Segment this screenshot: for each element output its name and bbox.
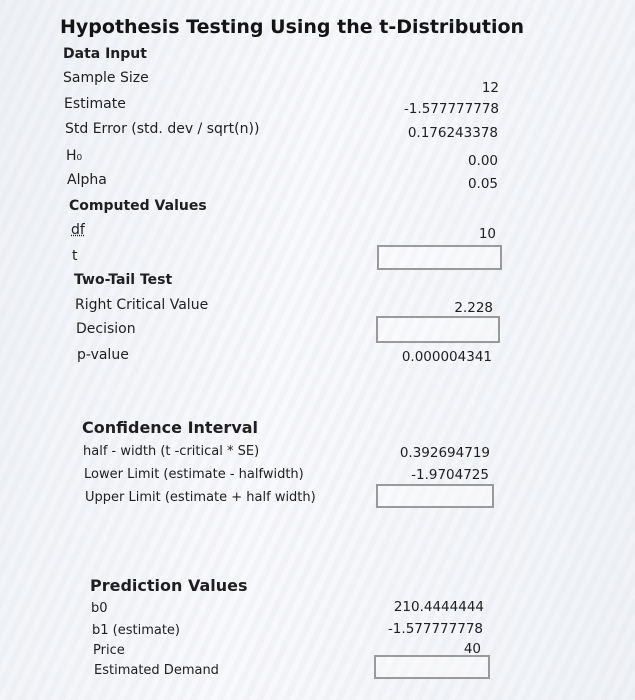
two-tail-test-heading: Two-Tail Test — [74, 272, 173, 288]
t-label: t — [72, 248, 78, 264]
lower-limit-value: -1.9704725 — [411, 467, 489, 483]
alpha-value: 0.05 — [467, 176, 498, 192]
half-width-value: 0.392694719 — [399, 445, 490, 461]
b0-value: 210.4444444 — [393, 599, 484, 615]
df-value: 10 — [478, 226, 496, 242]
b1-value: -1.577777778 — [387, 621, 483, 637]
h0-value: 0.00 — [467, 153, 498, 169]
t-value-cell — [377, 245, 502, 270]
computed-values-heading: Computed Values — [69, 198, 207, 214]
b0-label: b0 — [91, 601, 108, 616]
decision-value-cell — [376, 316, 500, 343]
h0-label: H₀ — [66, 148, 83, 164]
page-title: Hypothesis Testing Using the t-Distribution — [60, 16, 525, 38]
decision-label: Decision — [76, 321, 136, 337]
std-error-label: Std Error (std. dev / sqrt(n)) — [65, 121, 260, 137]
sample-size-value: 12 — [481, 80, 499, 96]
upper-limit-label: Upper Limit (estimate + half width) — [85, 490, 316, 505]
sample-size-label: Sample Size — [63, 70, 149, 86]
prediction-values-heading: Prediction Values — [90, 576, 248, 595]
alpha-label: Alpha — [67, 172, 107, 188]
estimated-demand-value-cell — [374, 655, 490, 679]
price-label: Price — [93, 643, 125, 658]
estimate-value: -1.577777778 — [403, 101, 499, 117]
right-critical-value-label: Right Critical Value — [75, 297, 209, 313]
data-input-heading: Data Input — [63, 46, 147, 62]
lower-limit-label: Lower Limit (estimate - halfwidth) — [84, 467, 304, 482]
p-value-label: p-value — [77, 347, 129, 363]
estimated-demand-label: Estimated Demand — [94, 663, 219, 678]
right-critical-value: 2.228 — [454, 300, 493, 316]
half-width-label: half - width (t -critical * SE) — [83, 444, 260, 459]
p-value-value: 0.000004341 — [401, 349, 492, 365]
price-value: 40 — [463, 641, 481, 657]
df-label: df — [71, 222, 85, 238]
estimate-label: Estimate — [64, 96, 126, 112]
std-error-value: 0.176243378 — [407, 125, 498, 141]
b1-label: b1 (estimate) — [92, 623, 181, 638]
confidence-interval-heading: Confidence Interval — [82, 418, 259, 437]
upper-limit-value-cell — [376, 484, 494, 508]
